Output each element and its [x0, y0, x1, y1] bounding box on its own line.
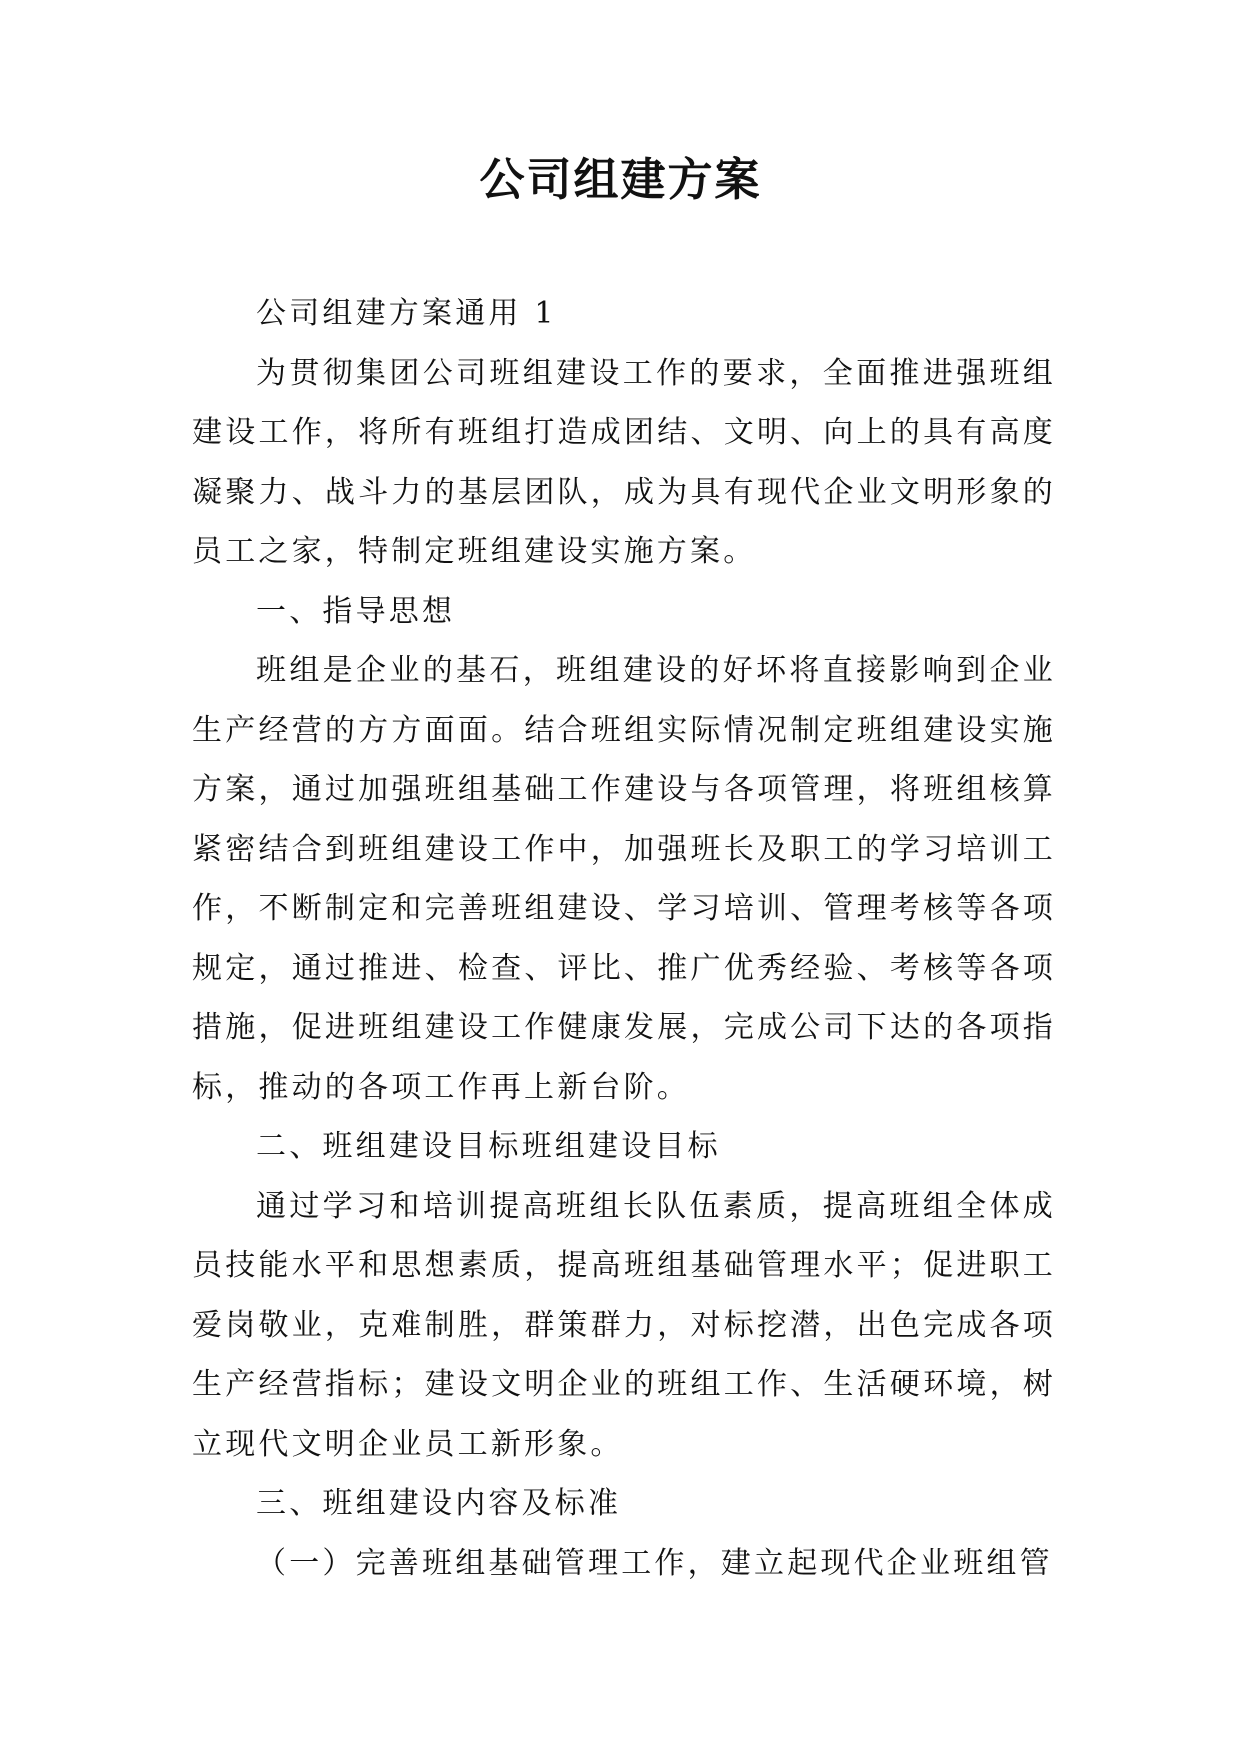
paragraph-goals: 通过学习和培训提高班组长队伍素质，提高班组全体成员技能水平和思想素质，提高班组基础管理水平；促进职工爱岗敬业，克难制胜，群策群力，对标挖潜，出色完成各项生产经营指标；建设文明企业的班组工作、生活硬环境，树立现代文明企业员工新形象。	[192, 1188, 1056, 1462]
section-heading-content-standards: 三、班组建设内容及标准	[256, 1486, 622, 1521]
paragraph-intro: 为贯彻集团公司班组建设工作的要求，全面推进强班组建设工作，将所有班组打造成团结、文明、向上的具有高度凝聚力、战斗力的基层团队，成为具有现代企业文明形象的员工之家，特制定班组建设实施方案。	[192, 355, 1056, 569]
section-heading-guiding-ideology: 一、指导思想	[256, 593, 456, 629]
document-title: 公司组建方案	[479, 153, 762, 206]
paragraph-content-item-1: （一）完善班组基础管理工作，建立起现代企业班组管	[256, 1545, 1053, 1581]
paragraph-guiding-ideology: 班组是企业的基石，班组建设的好坏将直接影响到企业生产经营的方方面面。结合班组实际情况制定班组建设实施方案，通过加强班组基础工作建设与各项管理，将班组核算紧密结合到班组建设工作中，加强班长及职工的学习培训工作，不断制定和完善班组建设、学习培训、管理考核等各项规定，通过推进、检查、评比、推广优秀经验、考核等各项措施，促进班组建设工作健康发展，完成公司下达的各项指标，推动的各项工作再上新台阶。	[192, 653, 1056, 1105]
paragraph-subtitle: 公司组建方案通用 1	[256, 296, 557, 331]
document-body	[192, 284, 1056, 1593]
section-heading-goals: 二、班组建设目标班组建设目标	[256, 1129, 721, 1164]
